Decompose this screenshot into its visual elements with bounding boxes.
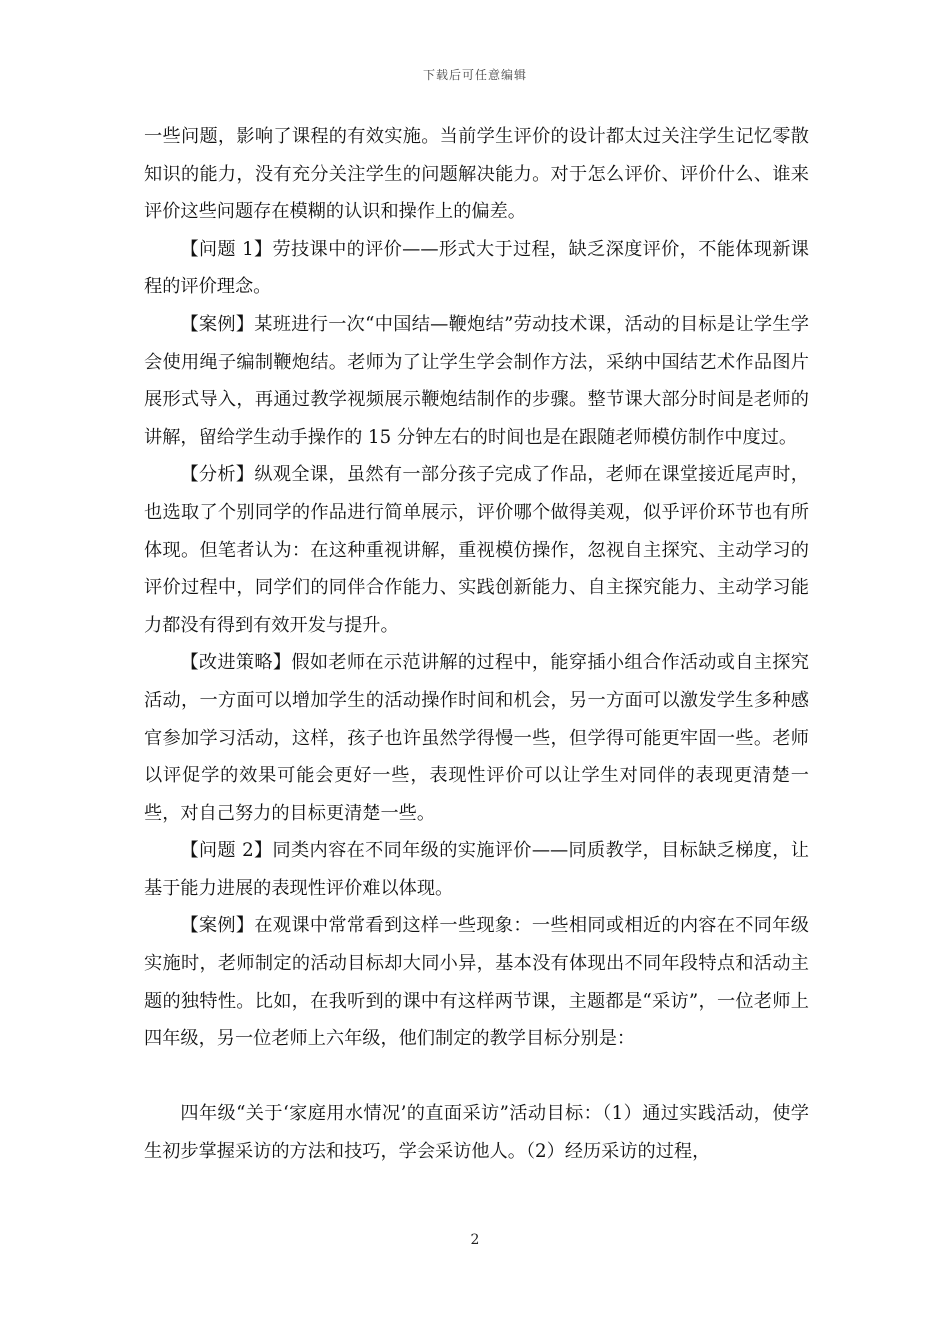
- paragraph-case-2: 【案例】在观课中常常看到这样一些现象：一些相同或相近的内容在不同年级实施时，老师制定的活动目标却大同小异，基本没有体现出不同年段特点和活动主题的独特性。比如，在我听到的课中有这样两节课，主题都是“采访”，一位老师上四年级，另一位老师上六年级，他们制定的教学目标分别是：: [144, 915, 809, 1050]
- paragraph-analysis: 【分析】纵观全课，虽然有一部分孩子完成了作品，老师在课堂接近尾声时，也选取了个别同学的作品进行简单展示，评价哪个做得美观，似乎评价环节也有所体现。但笔者认为：在这种重视讲解，重视模仿操作，忽视自主探究、主动学习的评价过程中，同学们的同伴合作能力、实践创新能力、自主探究能力、主动学习能力都没有得到有效开发与提升。: [144, 464, 809, 636]
- paragraph-grade-four-goals: 四年级“关于‘家庭用水情况’的直面采访”活动目标：（1）通过实践活动，使学生初步掌握采访的方法和技巧，学会采访他人。（2）经历采访的过程，: [144, 1103, 809, 1163]
- paragraph-problem-1: 【问题 1】劳技课中的评价——形式大于过程，缺乏深度评价，不能体现新课程的评价理念。: [144, 238, 809, 298]
- paragraph-improvement-strategy: 【改进策略】假如老师在示范讲解的过程中，能穿插小组合作活动或自主探究活动，一方面可以增加学生的活动操作时间和机会，另一方面可以激发学生多种感官参加学习活动，这样，孩子也许虽然学得慢一些，但学得可能更牢固一些。老师以评促学的效果可能会更好一些，表现性评价可以让学生对同伴的表现更清楚一些，对自己努力的目标更清楚一些。: [144, 652, 809, 824]
- document-body: [144, 118, 809, 1171]
- page-header: 下载后可任意编辑: [422, 68, 527, 82]
- paragraph-problem-2: 【问题 2】同类内容在不同年级的实施评价——同质教学，目标缺乏梯度，让基于能力进展的表现性评价难以体现。: [144, 840, 809, 899]
- paragraph-case-1: 【案例】某班进行一次“中国结—鞭炮结”劳动技术课，活动的目标是让学生学会使用绳子编制鞭炮结。老师为了让学生学会制作方法，采纳中国结艺术作品图片展形式导入，再通过教学视频展示鞭炮结制作的步骤。整节课大部分时间是老师的讲解，留给学生动手操作的 15 分钟左右的时间也是在跟随老师模仿制作中度过。: [144, 313, 809, 448]
- page-number: 2: [470, 1232, 480, 1248]
- paragraph-continuation: 一些问题，影响了课程的有效实施。当前学生评价的设计都太过关注学生记忆零散知识的能力，没有充分关注学生的问题解决能力。对于怎么评价、评价什么、谁来评价这些问题存在模糊的认识和操作上的偏差。: [144, 126, 809, 223]
